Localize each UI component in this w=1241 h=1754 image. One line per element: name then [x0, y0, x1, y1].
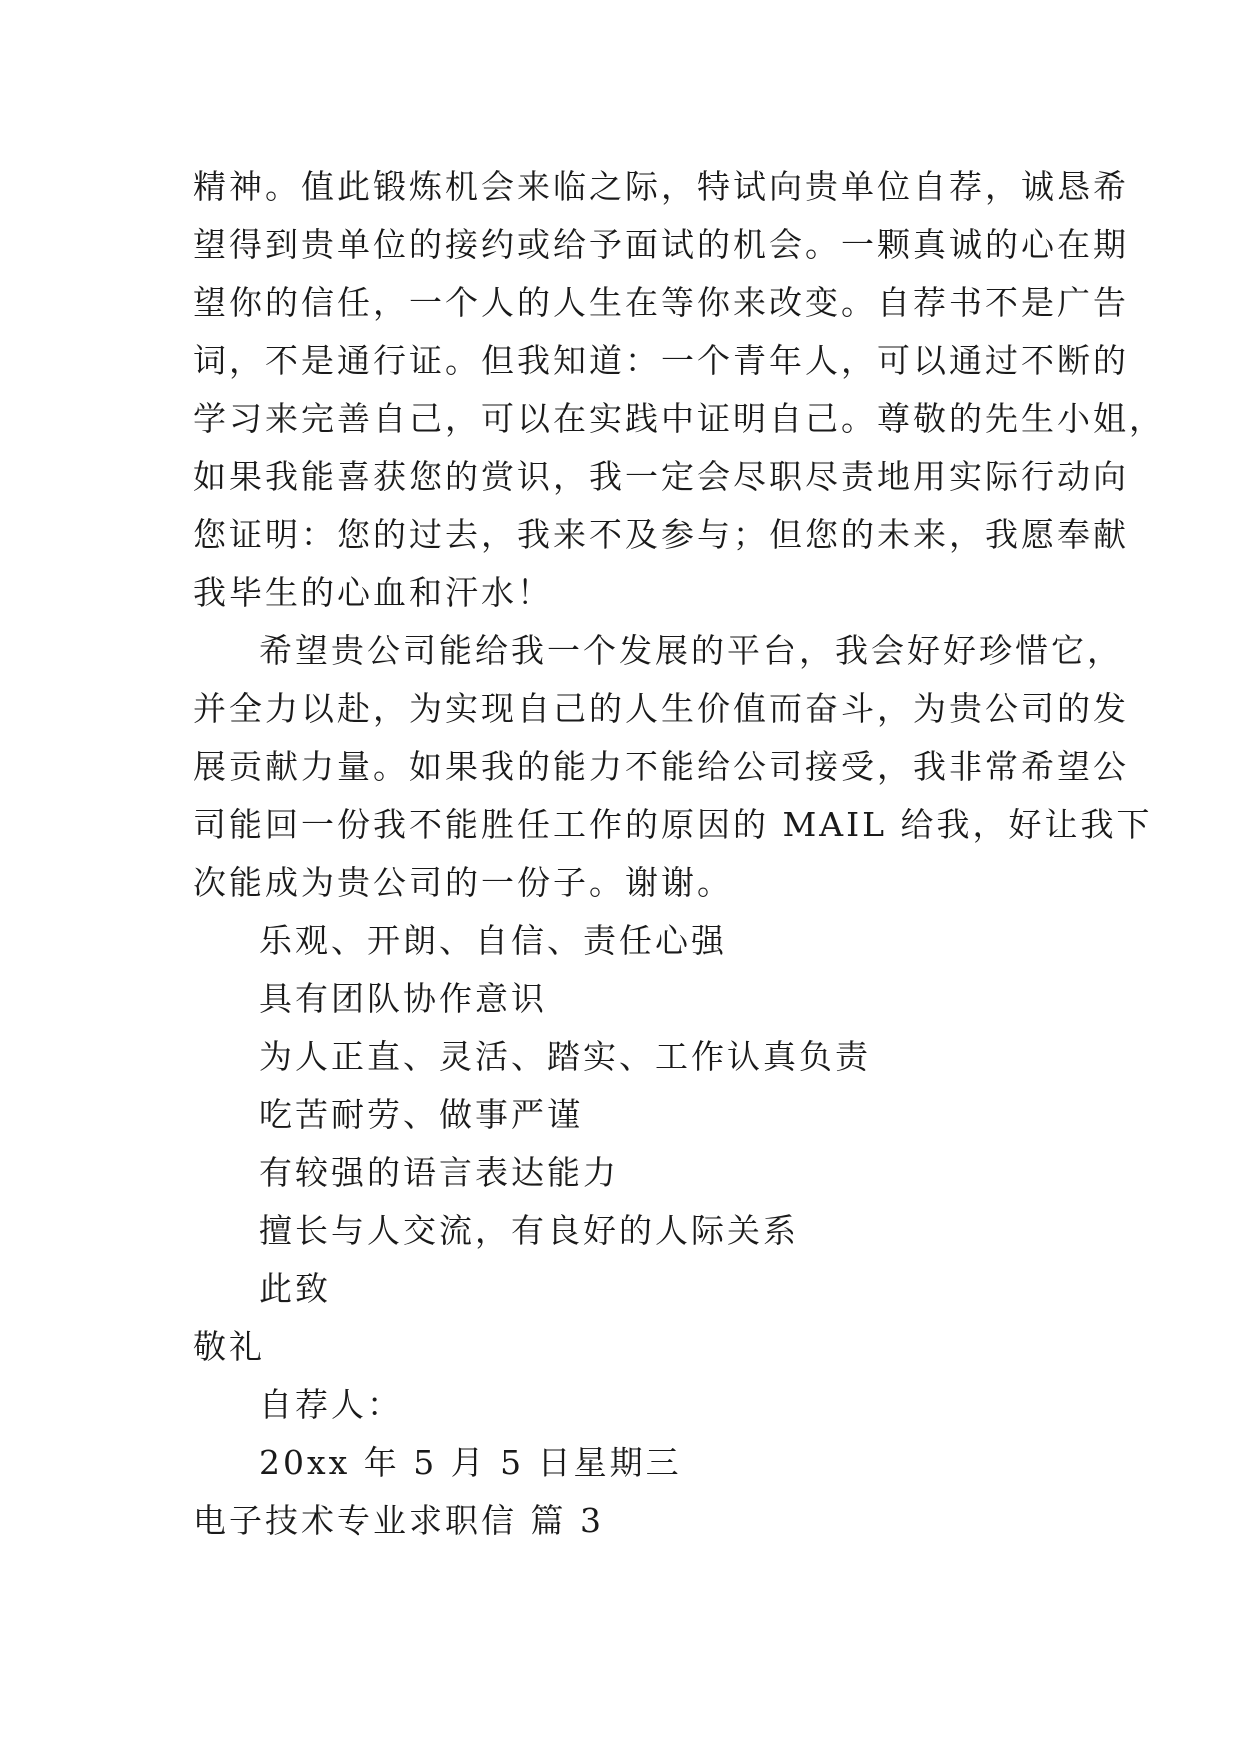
body-line: 次能成为贵公司的一份子。谢谢。: [193, 863, 733, 902]
body-line: 并全力以赴，为实现自己的人生价值而奋斗，为贵公司的发: [193, 689, 1129, 728]
trait-item: 吃苦耐劳、做事严谨: [259, 1095, 583, 1134]
paragraph-start-line: 希望贵公司能给我一个发展的平台，我会好好珍惜它，: [259, 631, 1123, 670]
body-line: 司能回一份我不能胜任工作的原因的 MAIL 给我，好让我下: [193, 805, 1153, 844]
closing-regards: 敬礼: [193, 1327, 265, 1366]
trait-item: 为人正直、灵活、踏实、工作认真负责: [259, 1037, 871, 1076]
body-line: 展贡献力量。如果我的能力不能给公司接受，我非常希望公: [193, 747, 1129, 786]
trait-item: 有较强的语言表达能力: [259, 1153, 619, 1192]
trait-item: 擅长与人交流，有良好的人际关系: [259, 1211, 799, 1250]
body-line: 我毕生的心血和汗水！: [193, 573, 553, 612]
trait-item: 乐观、开朗、自信、责任心强: [259, 921, 727, 960]
body-line: 学习来完善自己，可以在实践中证明自己。尊敬的先生小姐，: [193, 399, 1165, 438]
trait-item: 具有团队协作意识: [259, 979, 547, 1018]
signature-label: 自荐人：: [259, 1385, 403, 1424]
body-line: 望得到贵单位的接约或给予面试的机会。一颗真诚的心在期: [193, 225, 1129, 264]
closing-salutation: 此致: [259, 1269, 331, 1308]
body-line: 如果我能喜获您的赏识，我一定会尽职尽责地用实际行动向: [193, 457, 1129, 496]
body-line: 精神。值此锻炼机会来临之际，特试向贵单位自荐，诚恳希: [193, 167, 1129, 206]
letter-body: [193, 158, 1165, 1550]
letter-date: 20xx 年 5 月 5 日星期三: [259, 1443, 682, 1482]
body-line: 词，不是通行证。但我知道：一个青年人，可以通过不断的: [193, 341, 1129, 380]
section-heading: 电子技术专业求职信 篇 3: [193, 1501, 604, 1540]
body-line: 望你的信任，一个人的人生在等你来改变。自荐书不是广告: [193, 283, 1129, 322]
body-line: 您证明：您的过去，我来不及参与；但您的未来，我愿奉献: [193, 515, 1129, 554]
